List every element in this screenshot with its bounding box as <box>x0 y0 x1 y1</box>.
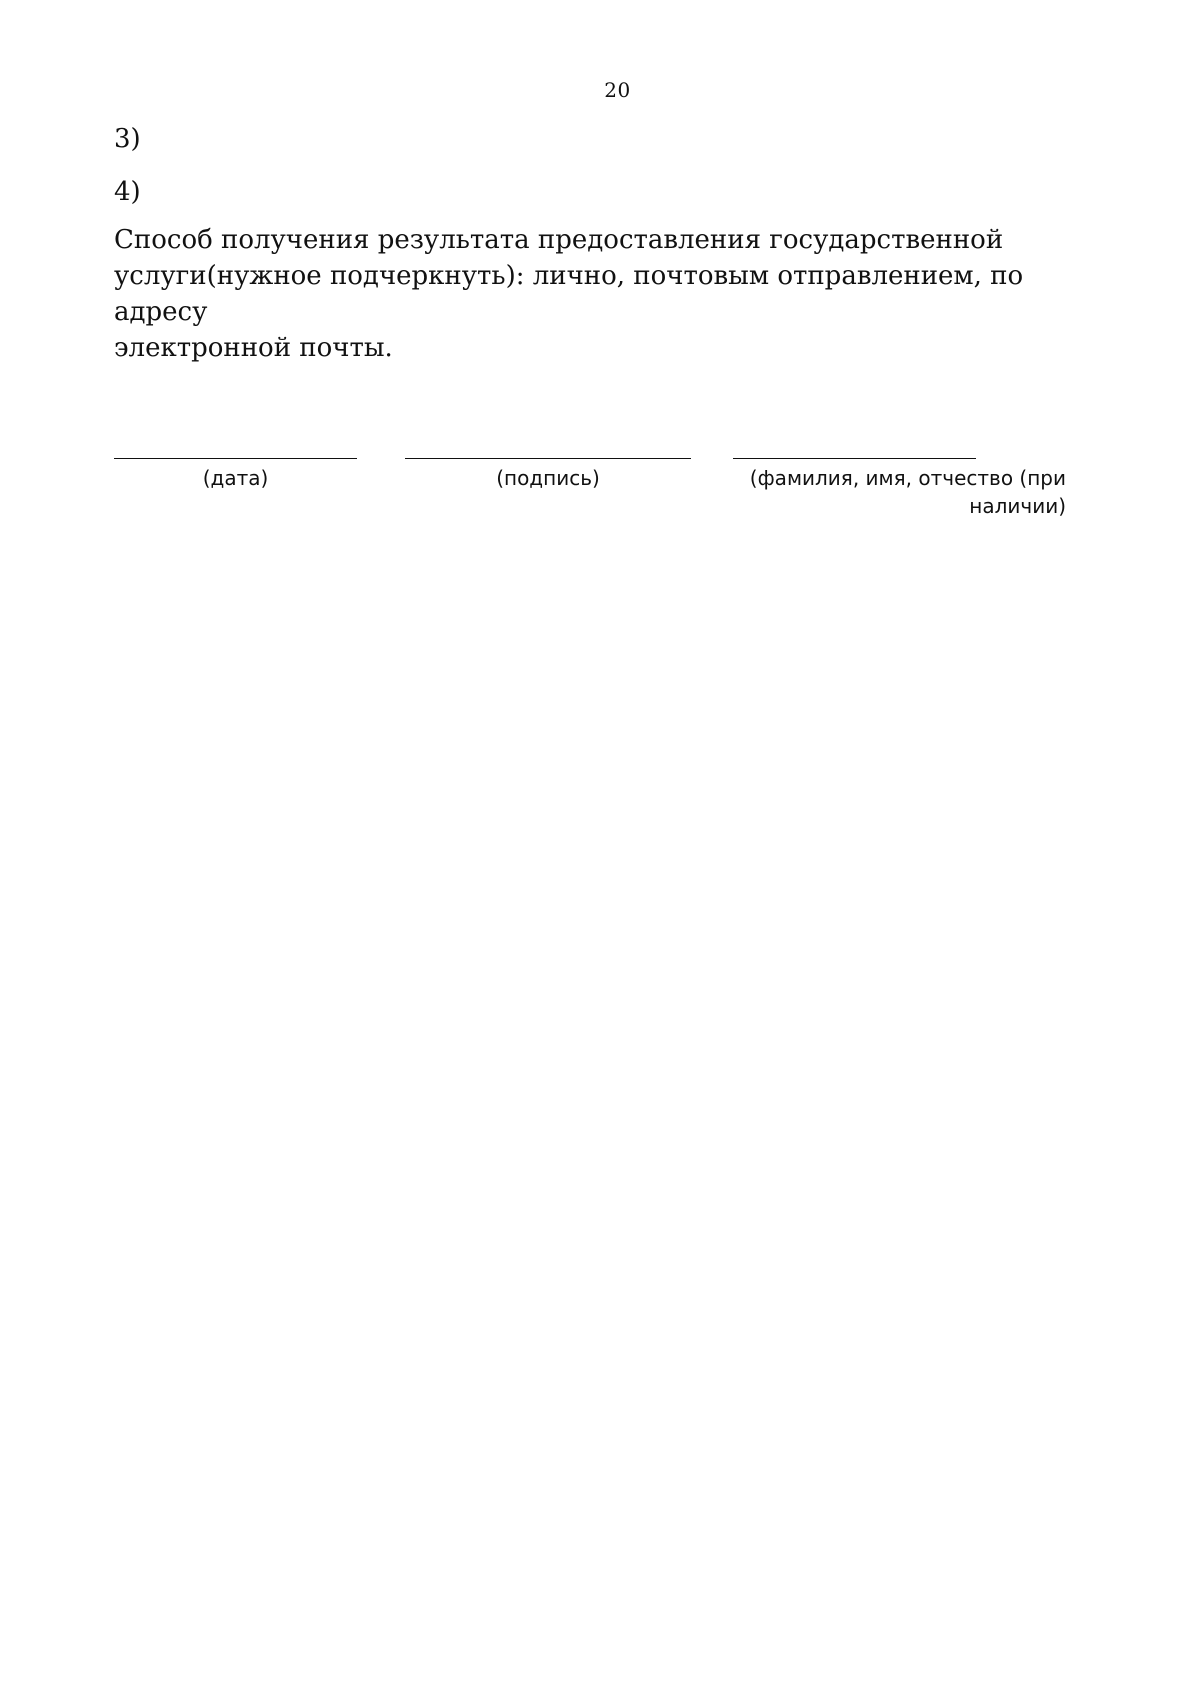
date-field <box>114 458 357 492</box>
list-item-4: 4) <box>114 177 141 207</box>
full-name-caption <box>733 464 1066 520</box>
full-name-caption-line-2: наличии) <box>969 494 1066 518</box>
paragraph-line-3: электронной почты. <box>114 333 393 363</box>
paragraph-line-1: Способ получения результата предоставления государственной <box>114 225 1004 255</box>
result-delivery-method-paragraph <box>114 222 1074 366</box>
signature-line <box>405 458 691 459</box>
paragraph-line-2: услуги(нужное подчеркнуть): лично, почтовым отправлением, по адресу <box>114 261 1024 327</box>
list-item-3: 3) <box>114 124 141 154</box>
full-name-caption-line-1: (фамилия, имя, отчество (при <box>749 466 1066 490</box>
full-name-field <box>733 458 1066 520</box>
date-line <box>114 458 357 459</box>
date-caption: (дата) <box>202 466 269 490</box>
signature-field <box>405 458 691 492</box>
page-number: 20 <box>604 78 631 102</box>
full-name-line <box>733 458 976 459</box>
signature-caption: (подпись) <box>496 466 600 490</box>
